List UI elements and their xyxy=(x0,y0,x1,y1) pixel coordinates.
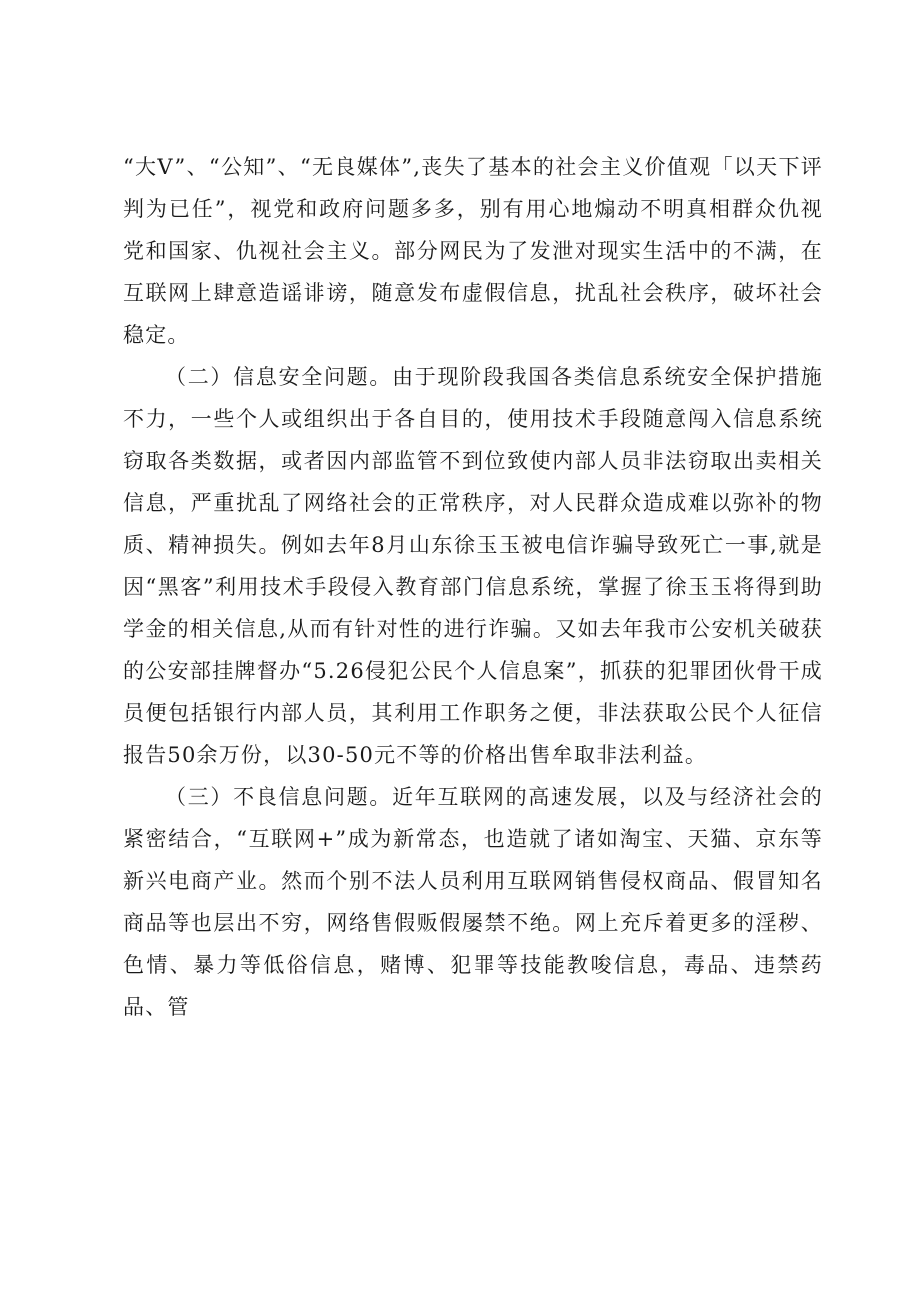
text-line: 的紧密结合，“互联网+”成为新常态，也造就了诸如淘宝、天猫、京东 xyxy=(123,785,823,851)
text-line: 在互联网上肆意造谣诽谤，随意发布虚假信息，扰乱社会秩序，破坏社会 xyxy=(123,239,823,305)
text-line: 余万份，以30-50元不等的价格出售牟取非法利益。 xyxy=(196,743,708,767)
text-line: 施不力，一些个人或组织出于各自目的，使用技术手段随意闯入信息系统 xyxy=(123,365,823,431)
text-line: 天下评判为已任”，视党和政府问题多多，别有用心地煽动不明真相群众 xyxy=(123,155,823,221)
text-line: 包括银行内部人员，其利用工作职务之便，非法获取公民个人征信报告50 xyxy=(123,701,823,767)
text-line: 精神损失。例如去年8月山东徐玉玉被电信诈骗导致死亡一事,就是因“黑 xyxy=(123,533,823,599)
text-line: 情、暴力等低俗信息，赌博、犯罪等技能教唆信息，毒品、违禁药品、管 xyxy=(123,953,823,1019)
text-line: 客”利用技术手段侵入教育部门信息系统，掌握了徐玉玉将得到助学金的 xyxy=(123,575,823,641)
text-line: “大V”、“公知”、“无良媒体”,丧失了基本的社会主义价值观「以 xyxy=(123,155,757,179)
text-line: （二）信息安全问题。由于现阶段我国各类信息系统安全保护措 xyxy=(165,365,801,389)
text-line: 部挂牌督办“5.26侵犯公民个人信息案”，抓获的犯罪团伙骨干成员便 xyxy=(123,659,823,725)
text-line: 稳定。 xyxy=(123,323,190,347)
document-body xyxy=(123,146,823,1028)
text-line: （三）不良信息问题。近年互联网的高速发展，以及与经济社会 xyxy=(165,785,801,809)
text-line: 商品等也层出不穷，网络售假贩假屡禁不绝。网上充斥着更多的淫秽、色 xyxy=(123,911,823,977)
text-line: 息，严重扰乱了网络社会的正常秩序，对人民群众造成难以弥补的物质、 xyxy=(123,491,823,557)
paragraph-3-harmful-information xyxy=(123,776,823,1028)
text-line: 仇视党和国家、仇视社会主义。部分网民为了发泄对现实生活中的不满， xyxy=(123,197,823,263)
paragraph-1 xyxy=(123,146,823,356)
text-line: 相关信息,从而有针对性的进行诈骗。又如去年我市公安机关破获的公安 xyxy=(123,617,823,683)
paragraph-2-information-security xyxy=(123,356,823,776)
text-line: 等新兴电商产业。然而个别不法人员利用互联网销售侵权商品、假冒知名 xyxy=(123,827,823,893)
text-line: 窃取各类数据，或者因内部监管不到位致使内部人员非法窃取出卖相关信 xyxy=(123,449,823,515)
